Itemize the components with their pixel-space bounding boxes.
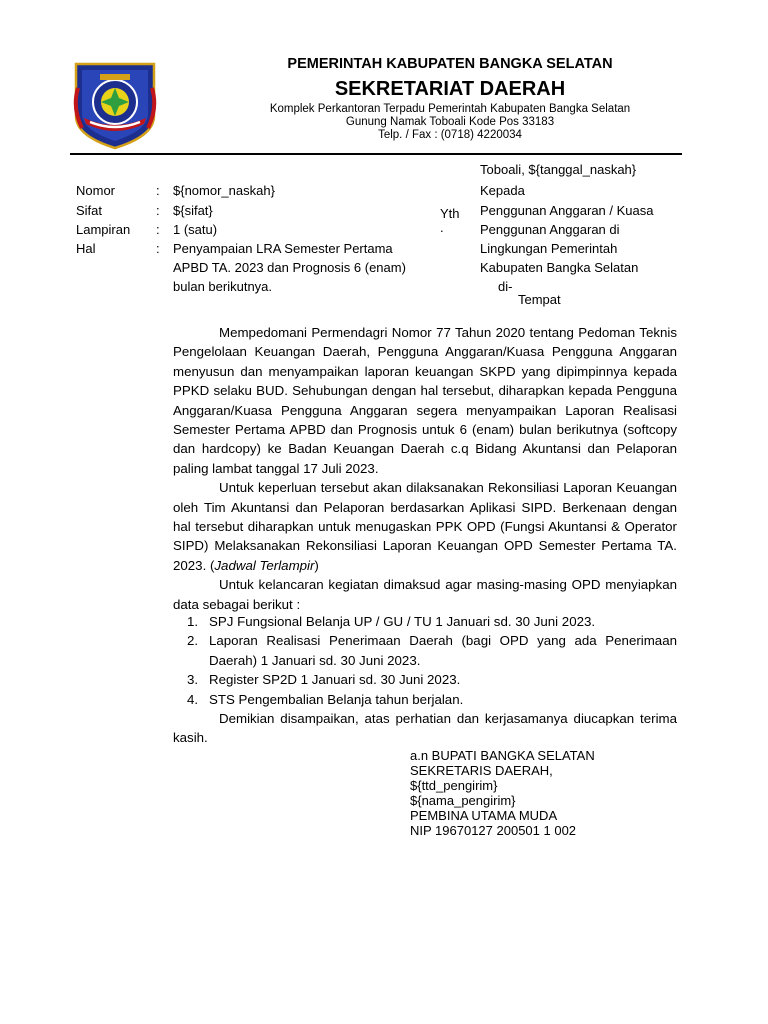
lampiran-colon: : — [156, 222, 160, 237]
signature-block — [410, 748, 595, 838]
lampiran-value: 1 (satu) — [173, 222, 218, 237]
signature-on-behalf: a.n BUPATI BANGKA SELATAN — [410, 748, 595, 763]
office-name: SEKRETARIAT DAERAH — [334, 78, 566, 100]
paragraph-2 — [173, 478, 677, 575]
yth-dot: . — [440, 220, 444, 235]
recipient-line-1: Penggunan Anggaran / Kuasa — [480, 203, 654, 218]
nomor-colon: : — [156, 183, 160, 198]
nomor-value: ${nomor_naskah} — [173, 183, 275, 198]
paragraph-2-text: Untuk keperluan tersebut akan dilaksanakan Rekonsiliasi Laporan Keuangan oleh Tim Akuntansi dan Pelaporan berdasarkan Aplikasi SIPD. Berkenaan dengan hal tersebut diharapkan untuk menugaskan PPK OPD (Fungsi Akuntansi & Operator SIPD) Melaksanakan Rekonsiliasi Laporan Keuangan OPD Semester Pertama TA. 2023. ( — [173, 480, 677, 573]
recipient-tempat: Tempat — [518, 292, 561, 307]
address-line-1: Komplek Perkantoran Terpadu Pemerintah Kabupaten Bangka Selatan — [269, 103, 631, 115]
list-item-text: STS Pengembalian Belanja tahun berjalan. — [209, 691, 464, 707]
government-name: PEMERINTAH KABUPATEN BANGKA SELATAN — [287, 56, 613, 72]
sifat-label: Sifat — [76, 203, 103, 218]
sifat-colon: : — [156, 203, 160, 218]
paragraph-1: Mempedomani Permendagri Nomor 77 Tahun 2020 tentang Pedoman Teknis Pengelolaan Keuangan Daerah, Pengguna Anggaran/Kuasa Pengguna Anggaran menyusun dan menyampaikan laporan keuangan SKPD yang dipimpinnya kepada PPKD selaku BUD. Sehubungan dengan hal tersebut, diharapkan kepada Pengguna Anggaran/Kuasa Pengguna Anggaran segera menyampaikan Laporan Realisasi Semester Pertama APBD dan Prognosis untuk 6 (enam) bulan berikutnya (softcopy dan hardcopy) ke Badan Keuangan Daerah c.q Bidang Akuntansi dan Pelaporan paling lambat tanggal 17 Juli 2023. — [173, 325, 677, 476]
list-item-text: SPJ Fungsional Belanja UP / GU / TU 1 Januari sd. 30 Juni 2023. — [209, 614, 596, 629]
paragraph-3: Untuk kelancaran kegiatan dimaksud agar masing-masing OPD menyiapkan data sebagai berikut : — [173, 577, 677, 612]
list-item — [173, 690, 677, 709]
list-item — [173, 631, 677, 670]
closing-block — [173, 709, 677, 748]
phone-fax: Telp. / Fax : (0718) 4220034 — [378, 129, 522, 141]
signature-title: SEKRETARIS DAERAH, — [410, 763, 553, 778]
address-line-2: Gunung Namak Toboali Kode Pos 33183 — [345, 116, 555, 128]
signature-nip: NIP 19670127 200501 1 002 — [410, 823, 577, 838]
list-item-number: 2. — [187, 633, 199, 649]
yth-label: Yth — [440, 206, 460, 221]
hal-line-2: APBD TA. 2023 dan Prognosis 6 (enam) — [173, 260, 406, 275]
hal-line-3: bulan berikutnya. — [173, 279, 273, 294]
nomor-label: Nomor — [76, 183, 116, 198]
recipient-di: di- — [498, 279, 513, 294]
letterhead-divider — [70, 153, 682, 155]
hal-colon: : — [156, 241, 160, 256]
list-item-number: 1. — [187, 614, 199, 629]
recipient-line-3: Lingkungan Pemerintah — [480, 241, 618, 256]
list-item-text: Laporan Realisasi Penerimaan Daerah (bagi OPD yang ada Penerimaan Daerah) 1 Januari sd. 30 Juni 2023. — [209, 633, 677, 668]
hal-line-1: Penyampaian LRA Semester Pertama — [173, 241, 393, 256]
list-item-text: Register SP2D 1 Januari sd. 30 Juni 2023. — [209, 672, 461, 688]
recipient-line-4: Kabupaten Bangka Selatan — [480, 260, 639, 275]
signature-rank: PEMBINA UTAMA MUDA — [410, 808, 558, 823]
requirement-list — [173, 612, 677, 709]
list-item-number: 4. — [187, 691, 199, 707]
list-item-number: 3. — [187, 672, 199, 688]
closing-paragraph: Demikian disampaikan, atas perhatian dan kerjasamanya diucapkan terima kasih. — [173, 711, 677, 746]
paragraph-2-italic: Jadwal Terlampir — [214, 557, 315, 573]
regency-logo — [70, 58, 160, 150]
place-date: Toboali, ${tanggal_naskah} — [480, 162, 637, 177]
letter-body — [173, 323, 677, 614]
list-item — [173, 612, 677, 631]
recipient-line-2: Penggunan Anggaran di — [480, 222, 620, 237]
hal-label: Hal — [76, 241, 96, 256]
sifat-value: ${sifat} — [173, 203, 213, 218]
list-item — [173, 670, 677, 689]
kepada-label: Kepada — [480, 183, 525, 198]
lampiran-label: Lampiran — [76, 222, 131, 237]
signature-name: ${nama_pengirim} — [410, 793, 516, 808]
signature-ttd: ${ttd_pengirim} — [410, 778, 498, 793]
paragraph-2-end: ) — [314, 557, 319, 573]
